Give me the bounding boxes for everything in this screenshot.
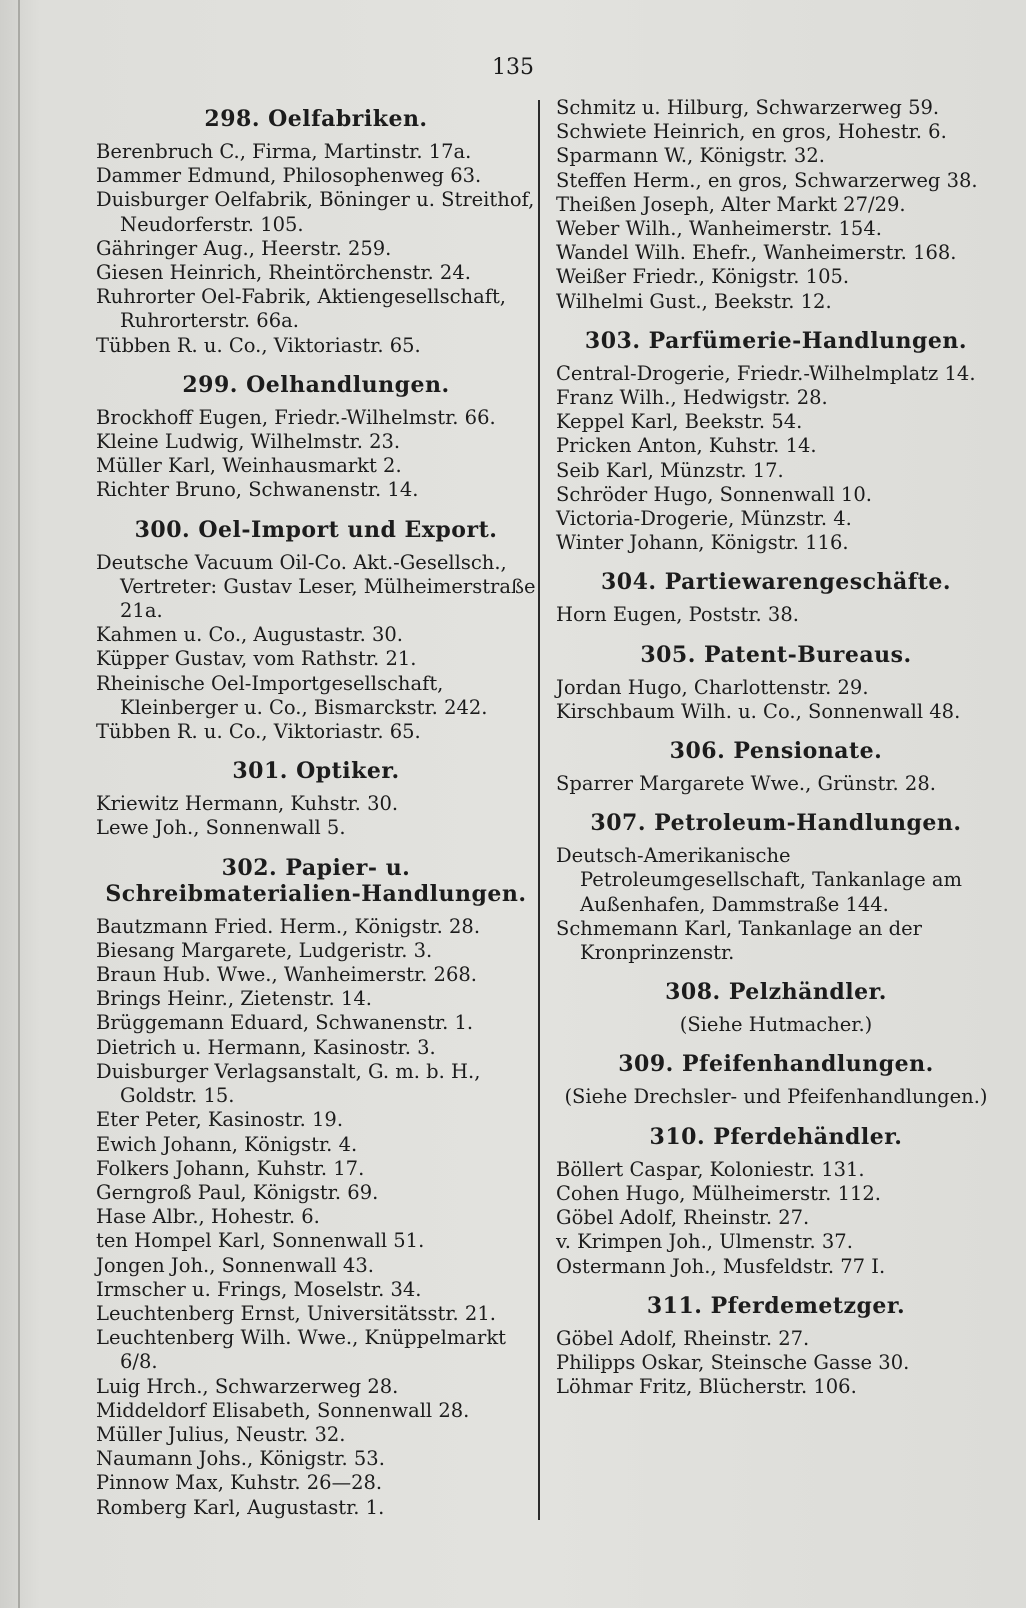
directory-entry: Schmitz u. Hilburg, Schwarzerweg 59.: [556, 96, 940, 119]
directory-entry: Deutsche Vacuum Oil-Co. Akt.-Gesellsch., Vertreter: Gustav Leser, Mülheimerstraße 21a.: [96, 550, 536, 623]
section-title: 300. Oel-Import und Export.: [134, 516, 498, 543]
section-title: 302. Papier- u. Schreibmaterialien-Handlungen.: [105, 854, 527, 907]
directory-entry: Winter Johann, Königstr. 116.: [556, 531, 849, 555]
directory-entry: Löhmar Fritz, Blücherstr. 106.: [556, 1375, 857, 1399]
directory-entry: Sparmann W., Königstr. 32.: [556, 144, 825, 168]
left-column: [96, 96, 536, 1534]
directory-entry: Central-Drogerie, Friedr.-Wilhelmplatz 14.: [556, 361, 976, 385]
directory-section: [556, 328, 996, 556]
directory-section: [556, 738, 996, 796]
section-title: 310. Pferdehändler.: [649, 1123, 903, 1150]
section-title: 311. Pferdemetzger.: [646, 1292, 906, 1319]
directory-entry: Bautzmann Fried. Herm., Königstr. 28.: [96, 914, 481, 938]
directory-entry: Jongen Joh., Sonnenwall 43.: [96, 1253, 374, 1277]
directory-entry: Tübben R. u. Co., Viktoriastr. 65.: [96, 720, 421, 744]
directory-entry: Göbel Adolf, Rheinstr. 27.: [556, 1326, 810, 1350]
directory-entry: Braun Hub. Wwe., Wanheimerstr. 268.: [96, 963, 477, 987]
right-column: [556, 96, 996, 1413]
directory-entry: Kriewitz Hermann, Kuhstr. 30.: [96, 792, 399, 816]
directory-entry: Folkers Johann, Kuhstr. 17.: [96, 1156, 365, 1180]
directory-entry: v. Krimpen Joh., Ulmenstr. 37.: [556, 1230, 853, 1254]
directory-section: [96, 855, 536, 1520]
directory-entry: Philipps Oskar, Steinsche Gasse 30.: [556, 1350, 910, 1374]
directory-entry: Brockhoff Eugen, Friedr.-Wilhelmstr. 66.: [96, 405, 496, 429]
directory-entry: Schmemann Karl, Tankanlage an der Kronprinzenstr.: [556, 916, 922, 965]
directory-entry: Kirschbaum Wilh. u. Co., Sonnenwall 48.: [556, 699, 961, 723]
directory-entry: Brüggemann Eduard, Schwanenstr. 1.: [96, 1011, 474, 1035]
section-title: 301. Optiker.: [232, 758, 400, 785]
directory-entry: Theißen Joseph, Alter Markt 27/29.: [556, 192, 906, 216]
directory-entry: Schwiete Heinrich, en gros, Hohestr. 6.: [556, 120, 947, 144]
section-title: 299. Oelhandlungen.: [182, 371, 450, 398]
directory-entry: Dammer Edmund, Philosophenweg 63.: [96, 164, 482, 188]
directory-entry: Richter Bruno, Schwanenstr. 14.: [96, 478, 419, 502]
directory-entry: Eter Peter, Kasinostr. 19.: [96, 1108, 344, 1132]
directory-entry: Tübben R. u. Co., Viktoriastr. 65.: [96, 333, 421, 357]
directory-section: [96, 106, 536, 358]
directory-entry: Cohen Hugo, Mülheimerstr. 112.: [556, 1181, 881, 1205]
section-title: 305. Patent-Bureaus.: [640, 641, 912, 668]
directory-section: [556, 569, 996, 627]
directory-entry: Schröder Hugo, Sonnenwall 10.: [556, 482, 872, 506]
directory-section: [96, 372, 536, 503]
directory-entry: Müller Julius, Neustr. 32.: [96, 1422, 346, 1446]
directory-entry: Giesen Heinrich, Rheintörchenstr. 24.: [96, 261, 471, 285]
binding-edge: [18, 0, 20, 1608]
directory-entry: Gerngroß Paul, Königstr. 69.: [96, 1180, 379, 1204]
directory-entry: Böllert Caspar, Koloniestr. 131.: [556, 1157, 865, 1181]
directory-entry: Lewe Joh., Sonnenwall 5.: [96, 816, 346, 840]
directory-entry: Deutsch-Amerikanische Petroleumgesellschaft, Tankanlage am Außenhafen, Dammstraße 144.: [556, 844, 962, 916]
directory-section: [556, 1124, 996, 1279]
directory-entry: Luig Hrch., Schwarzerweg 28.: [96, 1374, 399, 1398]
directory-entry: Victoria-Drogerie, Münzstr. 4.: [556, 507, 852, 531]
section-title: 308. Pelzhändler.: [665, 979, 887, 1006]
directory-entry: Küpper Gustav, vom Rathstr. 21.: [96, 647, 417, 671]
directory-entry: Brings Heinr., Zietenstr. 14.: [96, 987, 372, 1011]
directory-entry: Biesang Margarete, Ludgeristr. 3.: [96, 938, 433, 962]
directory-section: [556, 810, 996, 965]
directory-section: [556, 979, 996, 1037]
section-note: (Siehe Drechsler- und Pfeifenhandlungen.): [564, 1085, 988, 1109]
directory-entry: Müller Karl, Weinhausmarkt 2.: [96, 454, 402, 478]
directory-entry: ten Hompel Karl, Sonnenwall 51.: [96, 1229, 425, 1253]
directory-entry: Romberg Karl, Augustastr. 1.: [96, 1495, 385, 1519]
page-number: 135: [492, 55, 534, 80]
directory-entry: Keppel Karl, Beekstr. 54.: [556, 410, 803, 434]
directory-section: [96, 758, 536, 840]
section-title: 307. Petroleum-Handlungen.: [590, 810, 962, 837]
directory-entry: Wilhelmi Gust., Beekstr. 12.: [556, 289, 832, 313]
directory-entry: Horn Eugen, Poststr. 38.: [556, 603, 799, 627]
directory-entry: Göbel Adolf, Rheinstr. 27.: [556, 1206, 810, 1230]
section-title: 306. Pensionate.: [669, 738, 883, 765]
section-note: (Siehe Hutmacher.): [679, 1013, 873, 1037]
directory-entry: Ostermann Joh., Musfeldstr. 77 I.: [556, 1254, 886, 1278]
directory-entry: Steffen Herm., en gros, Schwarzerweg 38.: [556, 168, 978, 192]
directory-entry: Gähringer Aug., Heerstr. 259.: [96, 236, 392, 260]
directory-entry: Pinnow Max, Kuhstr. 26—28.: [96, 1471, 383, 1495]
directory-section: [96, 517, 536, 745]
section-title: 298. Oelfabriken.: [204, 106, 428, 132]
directory-entry: Middeldorf Elisabeth, Sonnenwall 28.: [96, 1398, 470, 1422]
directory-entry: Kleine Ludwig, Wilhelmstr. 23.: [96, 430, 401, 454]
directory-entry: Jordan Hugo, Charlottenstr. 29.: [556, 675, 869, 699]
directory-section: [556, 1293, 996, 1400]
directory-entry: Weißer Friedr., Königstr. 105.: [556, 265, 850, 289]
directory-entry: Rheinische Oel-Importgesellschaft, Kleinberger u. Co., Bismarckstr. 242.: [96, 671, 488, 719]
directory-section: [556, 96, 996, 314]
directory-section: [556, 1051, 996, 1109]
section-title: 304. Partiewarengeschäfte.: [600, 569, 952, 596]
directory-entry: Leuchtenberg Wilh. Wwe., Knüppelmarkt 6/8.: [96, 1326, 507, 1374]
directory-entry: Pricken Anton, Kuhstr. 14.: [556, 434, 817, 458]
directory-entry: Irmscher u. Frings, Moselstr. 34.: [96, 1277, 422, 1301]
directory-entry: Dietrich u. Hermann, Kasinostr. 3.: [96, 1035, 436, 1059]
directory-entry: Hase Albr., Hohestr. 6.: [96, 1205, 320, 1229]
directory-entry: Sparrer Margarete Wwe., Grünstr. 28.: [556, 772, 936, 796]
directory-entry: Ewich Johann, Königstr. 4.: [96, 1132, 358, 1156]
section-title: 303. Parfümerie-Handlungen.: [584, 327, 968, 354]
directory-section: [556, 642, 996, 724]
directory-entry: Weber Wilh., Wanheimerstr. 154.: [556, 217, 882, 241]
directory-entry: Leuchtenberg Ernst, Universitätsstr. 21.: [96, 1301, 496, 1325]
section-title: 309. Pfeifenhandlungen.: [618, 1051, 934, 1078]
directory-entry: Kahmen u. Co., Augustastr. 30.: [96, 623, 403, 647]
directory-entry: Duisburger Oelfabrik, Böninger u. Streithof, Neudorferstr. 105.: [96, 188, 535, 236]
directory-entry: Ruhrorter Oel-Fabrik, Aktiengesellschaft, Ruhrorterstr. 66a.: [96, 285, 506, 333]
directory-entry: Naumann Johs., Königstr. 53.: [96, 1447, 385, 1471]
directory-entry: Wandel Wilh. Ehefr., Wanheimerstr. 168.: [556, 241, 957, 265]
directory-entry: Berenbruch C., Firma, Martinstr. 17a.: [96, 140, 472, 163]
directory-entry: Franz Wilh., Hedwigstr. 28.: [556, 386, 828, 410]
directory-entry: Seib Karl, Münzstr. 17.: [556, 458, 784, 482]
directory-entry: Duisburger Verlagsanstalt, G. m. b. H., Goldstr. 15.: [96, 1059, 481, 1108]
column-divider: [538, 100, 540, 1520]
